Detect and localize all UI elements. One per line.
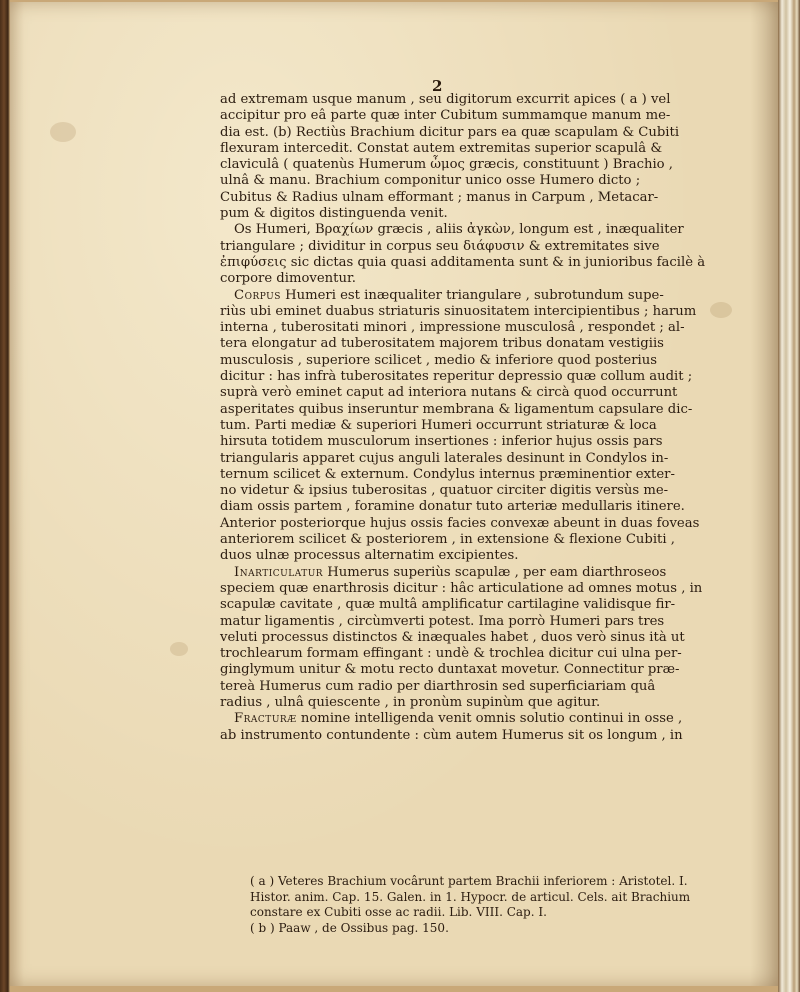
text-line-content: interna , tuberositati minori , impressione musculosâ , respondet ; al- <box>220 320 685 336</box>
text-line <box>220 239 768 255</box>
text-line <box>220 353 768 369</box>
text-line-content: flexuram intercedit. Constat autem extremitas superior scapulâ & <box>220 140 663 156</box>
text-line-content: Anterior posteriorque hujus ossis facies convexæ abeunt in duas foveas <box>220 515 700 531</box>
text-line-content: Os Humeri, Βραχίων græcis , aliis ἀγκὼν, longum est , inæqualiter <box>234 222 684 238</box>
paragraph-lead-word: Fracturæ <box>234 711 297 727</box>
text-line-content: tereà Humerus cum radio per diarthrosin sed superficiariam quâ <box>220 678 656 694</box>
text-line-content: ternum scilicet & externum. Condylus internus præminentior exter- <box>220 466 675 482</box>
text-line <box>220 125 768 141</box>
text-line <box>220 434 768 450</box>
text-line <box>220 222 768 238</box>
text-line <box>220 695 768 711</box>
text-line-content: corpore dimoventur. <box>220 271 357 287</box>
text-line-content: tera elongatur ad tuberositatem majorem tribus donatam vestigiis <box>220 336 664 352</box>
text-line-content: ad extremam usque manum , seu digitorum excurrit apices ( a ) vel <box>220 92 671 107</box>
page-number: 2 <box>432 77 443 95</box>
text-line-content: speciem quæ enarthrosis dicitur : hâc articulatione ad omnes motus , in <box>220 580 703 596</box>
text-line <box>220 369 768 385</box>
text-line-content: claviculâ ( quatenùs Humerum ὦμος græcis, constituunt ) Brachio , <box>220 157 673 173</box>
text-line-content: triangulare ; dividitur in corpus seu διάφυσιν & extremitates sive <box>220 238 660 254</box>
text-line-content: scapulæ cavitate , quæ multâ amplificatur cartilagine validisque fir- <box>220 597 676 613</box>
text-line-content: Humeri est inæqualiter triangulare , subrotundum supe- <box>280 287 664 303</box>
text-line <box>220 451 768 467</box>
text-line <box>220 646 768 662</box>
text-line-content: suprà verò eminet caput ad interiora nutans & circà quod occurrunt <box>220 385 678 401</box>
main-text <box>220 92 768 744</box>
text-line <box>220 467 768 483</box>
text-line <box>220 320 768 336</box>
text-line <box>220 288 768 304</box>
footnote-line: ( a ) Veteres Brachium vocârunt partem Brachii inferiorem : Aristotel. I. <box>250 874 688 888</box>
footnote-line: ( b ) Paaw , de Ossibus pag. 150. <box>250 920 449 935</box>
text-line <box>220 173 768 189</box>
paper-stain <box>170 642 188 656</box>
text-line-content: veluti processus distinctos & inæquales habet , duos verò sinus ità ut <box>220 629 685 645</box>
text-line-content: hirsuta totidem musculorum insertiones : inferior hujus ossis pars <box>220 434 663 450</box>
text-line <box>220 548 768 564</box>
text-line <box>220 679 768 695</box>
text-line-content: Humerus superiùs scapulæ , per eam diarthrosеos <box>323 564 667 580</box>
book-binding-edge <box>778 0 800 992</box>
text-line <box>220 271 768 287</box>
text-line <box>220 92 768 108</box>
text-line-content: anteriorem scilicet & posteriorem , in extensione & flexione Cubiti , <box>220 532 675 548</box>
text-line-content: ab instrumento contundente : cùm autem Humerus sit os longum , in <box>220 727 683 743</box>
text-line-content: accipitur pro eâ parte quæ inter Cubitum summamque manum me- <box>220 108 671 124</box>
text-line <box>220 385 768 401</box>
text-line <box>220 581 768 597</box>
text-line <box>220 402 768 418</box>
text-line-content: dicitur : has infrà tuberositates reperitur depressio quæ collum audit ; <box>220 369 693 385</box>
text-line-content: dia est. (b) Rectiùs Brachium dicitur pars ea quæ scapulam & Cubiti <box>220 124 680 140</box>
text-line <box>220 662 768 678</box>
text-line-content: ulnâ & manu. Brachium componitur unico osse Humero dicto ; <box>220 173 641 189</box>
text-line-content: no videtur & ipsius tuberositas , quatuor circiter digitis versùs me- <box>220 483 669 499</box>
text-line <box>220 565 768 581</box>
text-line <box>220 614 768 630</box>
text-line <box>220 304 768 320</box>
text-line <box>220 532 768 548</box>
paper-stain <box>50 122 76 142</box>
text-line-content: radius , ulnâ quiescente , in pronùm supinùm que agitur. <box>220 694 601 710</box>
text-line <box>220 728 768 744</box>
text-line-content: musculosis , superiore scilicet , medio & inferiore quod posterius <box>220 352 658 368</box>
text-line-content: Cubitus & Radius ulnam efformant ; manus in Carpum , Metacar- <box>220 189 659 205</box>
footnotes <box>250 874 770 936</box>
text-line <box>220 336 768 352</box>
text-line-content: nomine intelligenda venit omnis solutio continui in osse , <box>296 711 683 727</box>
text-line <box>220 206 768 222</box>
text-line <box>220 157 768 173</box>
footnote-line: Histor. anim. Cap. 15. Galen. in 1. Hypocr. de articul. Cels. ait Brachium <box>250 889 691 904</box>
text-line-content: matur ligamentis , circùmverti potest. Ima porrò Humeri pars tres <box>220 613 665 629</box>
text-line <box>220 141 768 157</box>
footnote-line: constare ex Cubiti osse ac radii. Lib. VIII. Cap. I. <box>250 905 547 919</box>
text-line-content: ginglymum unitur & motu recto duntaxat movetur. Connectitur præ- <box>220 662 680 678</box>
text-line <box>220 190 768 206</box>
paragraph-lead-word: Corpus <box>234 287 281 303</box>
paragraph-lead-word: Inarticulatur <box>234 564 324 580</box>
text-line-content: riùs ubi eminet duabus striaturis sinuositatem intercipientibus ; harum <box>220 303 697 319</box>
text-line <box>220 418 768 434</box>
text-line <box>220 630 768 646</box>
text-line <box>220 108 768 124</box>
text-line-content: diam ossis partem , foramine donatur tuto arteriæ medullaris itinere. <box>220 499 685 515</box>
text-line <box>220 483 768 499</box>
text-line-content: pum & digitos distinguenda venit. <box>220 206 448 222</box>
text-line <box>220 255 768 271</box>
text-line <box>220 499 768 515</box>
text-line <box>220 516 768 532</box>
text-line-content: trochlearum formam effingant : undè & trochlea dicitur cui ulna per- <box>220 646 682 662</box>
text-line-content: tum. Parti mediæ & superiori Humeri occurrunt striaturæ & loca <box>220 417 657 433</box>
text-line <box>220 711 768 727</box>
text-line-content: duos ulnæ processus alternatim excipientes. <box>220 548 519 564</box>
text-line <box>220 597 768 613</box>
text-line-content: asperitates quibus inseruntur membrana & ligamentum capsulare dic- <box>220 401 693 417</box>
text-line-content: triangularis apparet cujus anguli laterales desinunt in Condylos in- <box>220 450 669 466</box>
text-line-content: ἐπιφύσεις sic dictas quia quasi additamenta sunt & in junioribus facilè à <box>220 254 706 270</box>
